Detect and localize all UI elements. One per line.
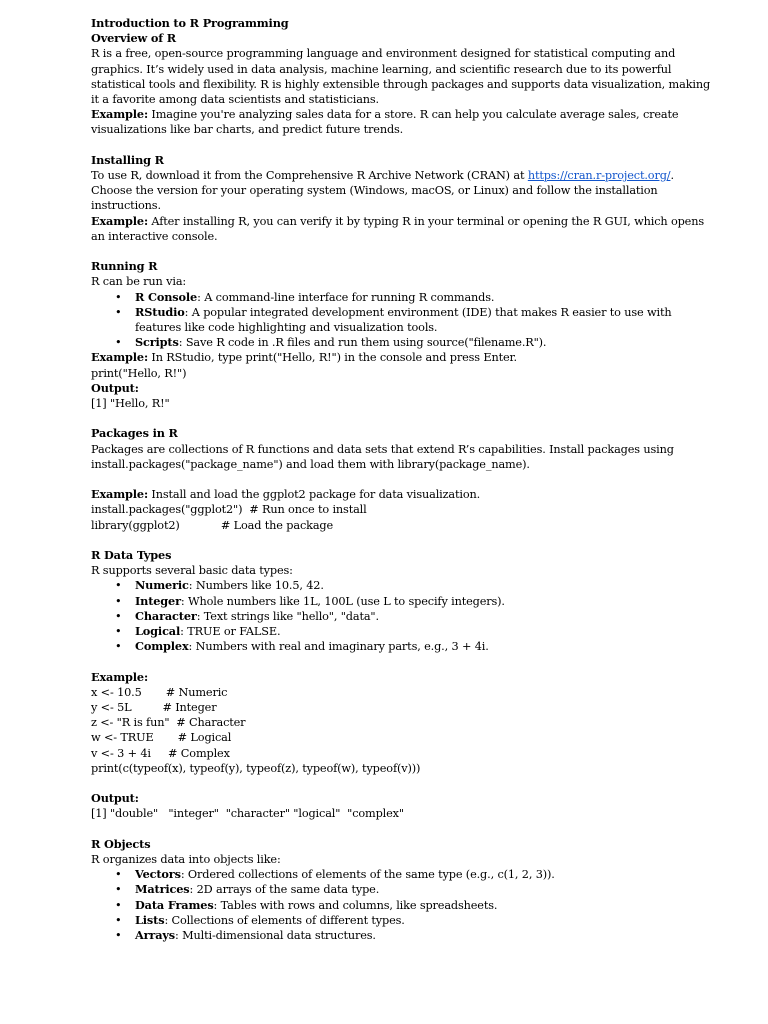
list-item: • Integer: Whole numbers like 1L, 100L (use L to specify integers). (115, 593, 505, 608)
list-item: • Vectors: Ordered collections of elements of the same type (e.g., c(1, 2, 3)). (115, 867, 555, 882)
bullet-icon: • (115, 609, 122, 623)
code-line: x <- 10.5 # Numeric (91, 685, 228, 699)
objects-intro: R organizes data into objects like: (91, 853, 281, 867)
installing-text-line: To use R, download it from the Comprehensive R Archive Network (CRAN) at https://cran.r-project.org/. (91, 169, 674, 183)
bullet-icon: • (115, 336, 122, 350)
code-line: print(c(typeof(x), typeof(y), typeof(z), typeof(w), typeof(v))) (91, 761, 421, 775)
list-item: • Scripts: Save R code in .R files and run them using source("filename.R"). (115, 335, 547, 350)
code-line: print("Hello, R!") (91, 366, 187, 380)
bullet-icon: • (115, 290, 122, 304)
overview-example: Example: Imagine you're analyzing sales data for a store. R can help you calculate average sales, create (91, 107, 679, 122)
bullet-icon: • (115, 868, 122, 882)
list-item: • R Console: A command-line interface for running R commands. (115, 289, 495, 304)
overview-text-line: it a favorite among data scientists and statisticians. (91, 93, 380, 107)
packages-example: Example: Install and load the ggplot2 package for data visualization. (91, 487, 481, 502)
list-item: • Arrays: Multi-dimensional data structures. (115, 928, 376, 943)
overview-text-line: statistical tools and flexibility. R is highly extensible through packages and supports data visualization, making (91, 77, 711, 91)
cran-link[interactable]: https://cran.r-project.org/ (527, 169, 671, 183)
output-label: Output: (91, 791, 139, 806)
list-item: • Numeric: Numbers like 10.5, 42. (115, 578, 324, 593)
installing-text-line: instructions. (91, 199, 161, 213)
packages-heading: Packages in R (91, 426, 178, 441)
code-line: w <- TRUE # Logical (91, 731, 232, 745)
code-line: install.packages("ggplot2") # Run once to install (91, 503, 367, 517)
code-line: library(ggplot2) # Load the package (91, 518, 334, 532)
bullet-icon: • (115, 579, 122, 593)
code-line: y <- 5L # Integer (91, 701, 217, 715)
packages-text-line: install.packages("package_name") and load them with library(package_name). (91, 457, 530, 471)
bullet-icon: • (115, 929, 122, 943)
document-page (91, 16, 711, 943)
example-label: Example: (91, 213, 148, 228)
datatypes-intro: R supports several basic data types: (91, 564, 293, 578)
objects-bullet-list (91, 867, 691, 943)
list-item: • Logical: TRUE or FALSE. (115, 624, 281, 639)
packages-text-line: Packages are collections of R functions and data sets that extend R’s capabilities. Install packages using (91, 442, 674, 456)
installing-example-cont: an interactive console. (91, 229, 218, 243)
list-item: • Complex: Numbers with real and imaginary parts, e.g., 3 + 4i. (115, 639, 489, 654)
bullet-icon: • (115, 594, 122, 608)
bullet-icon: • (115, 305, 122, 319)
output-line: [1] "Hello, R!" (91, 397, 170, 411)
overview-example-cont: visualizations like bar charts, and predict future trends. (91, 123, 404, 137)
bullet-icon: • (115, 913, 122, 927)
datatypes-example-label: Example: (91, 669, 148, 684)
document-title: Introduction to R Programming (91, 16, 289, 30)
datatypes-heading: R Data Types (91, 548, 172, 563)
bullet-icon: • (115, 625, 122, 639)
list-item: • Data Frames: Tables with rows and columns, like spreadsheets. (115, 897, 498, 912)
example-label: Example: (91, 487, 148, 502)
bullet-icon: • (115, 640, 122, 654)
bullet-icon: • (115, 898, 122, 912)
output-label: Output: (91, 380, 139, 395)
running-intro: R can be run via: (91, 275, 187, 289)
list-item: • Matrices: 2D arrays of the same data type. (115, 882, 380, 897)
running-bullet-list (91, 290, 691, 351)
overview-heading: Overview of R (91, 31, 177, 46)
code-line: z <- "R is fun" # Character (91, 716, 246, 730)
example-label: Example: (91, 107, 148, 122)
objects-heading: R Objects (91, 836, 151, 851)
bullet-icon: • (115, 883, 122, 897)
datatypes-bullet-list (91, 578, 691, 654)
overview-text-line: graphics. It’s widely used in data analysis, machine learning, and scientific research due to its powerful (91, 62, 672, 76)
overview-text-line: R is a free, open-source programming language and environment designed for statistical computing and (91, 47, 676, 61)
running-example: Example: In RStudio, type print("Hello, R!") in the console and press Enter. (91, 350, 517, 365)
example-label: Example: (91, 350, 148, 365)
code-line: v <- 3 + 4i # Complex (91, 746, 230, 760)
list-item: • Lists: Collections of elements of different types. (115, 912, 405, 927)
running-heading: Running R (91, 259, 158, 274)
output-line: [1] "double" "integer" "character" "logical" "complex" (91, 807, 404, 821)
list-item: • Character: Text strings like "hello", "data". (115, 608, 379, 623)
installing-text-line: Choose the version for your operating system (Windows, macOS, or Linux) and follow the installation (91, 184, 658, 198)
installing-example: Example: After installing R, you can verify it by typing R in your terminal or opening the R GUI, which opens (91, 213, 704, 228)
installing-heading: Installing R (91, 152, 164, 167)
list-item: • RStudio: A popular integrated development environment (IDE) that makes R easier to use with features like code highlighting and visualization tools. (115, 304, 672, 335)
